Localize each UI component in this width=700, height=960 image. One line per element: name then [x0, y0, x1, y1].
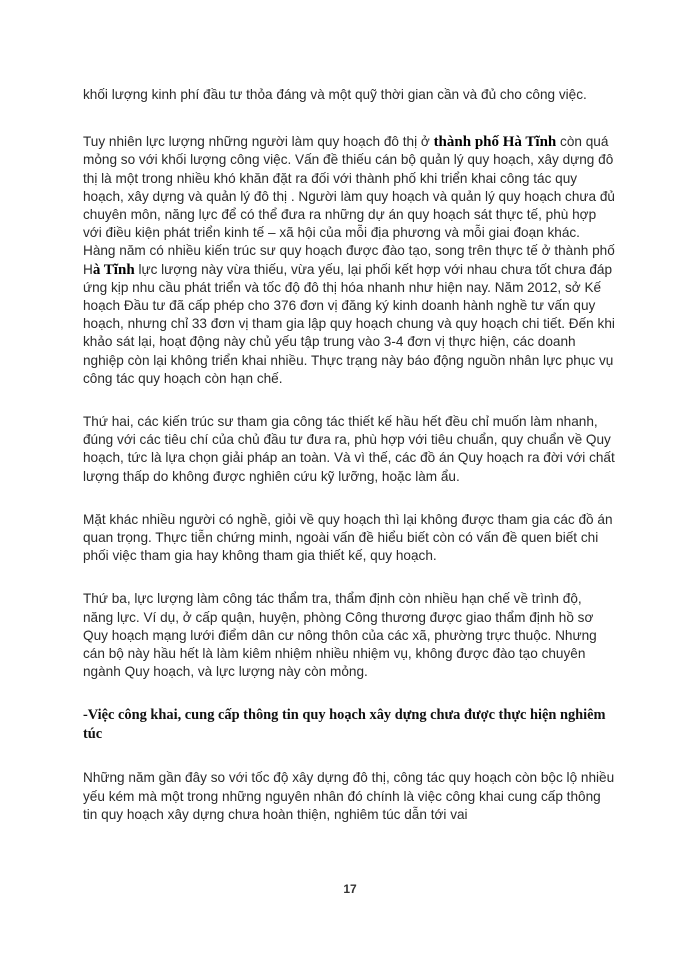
section-heading: -Việc công khai, cung cấp thông tin quy hoạch xây dựng chưa được thực hiện nghiêm túc	[83, 707, 606, 743]
page-body	[83, 86, 615, 849]
page-number: 17	[343, 882, 357, 896]
paragraph-disclosure: Những năm gần đây so với tốc độ xây dựng đô thị, công tác quy hoạch còn bộc lộ nhiều yếu kém mà một trong những nguyên nhân đó chính là việc công khai cung cấp thông tin quy hoạch xây dựng chưa hoàn thiện, nghiêm túc dẫn tới vai	[83, 770, 615, 822]
city-name-fragment: à Tĩnh	[92, 261, 135, 278]
paragraph-third-point: Thứ ba, lực lượng làm công tác thẩm tra, thẩm định còn nhiều hạn chế về trình độ, năng lực. Ví dụ, ở cấp quận, huyện, phòng Công thương được giao thẩm định hồ sơ Quy hoạch mạng lưới điểm dân cư nông thôn của các xã, phường trực thuộc. Nhưng cán bộ này hầu hết là làm kiêm nhiệm nhiều nhiệm vụ, không được đào tạo chuyên ngành Quy hoạch, và lực lượng này còn mỏng.	[83, 591, 597, 680]
paragraph-text: lực lượng này vừa thiếu, vừa yếu, lại phối kết hợp với nhau chưa tốt chưa đáp ứng kịp nhu cầu phát triển và tốc độ đô thị hóa nhanh như hiện nay. Năm 2012, sở Kế hoạch Đầu tư đã cấp phép cho 376 đơn vị đăng ký kinh doanh hành nghề tư vấn quy hoạch, nhưng chỉ 33 đơn vị tham gia lập quy hoạch chung và quy hoạch chi tiết. Đến khi khảo sát lại, hoạt động này chủ yếu tập trung vào 3-4 đơn vị thực hiện, các doanh nghiệp còn lại không triển khai nhiều. Thực trạng này báo động nguồn nhân lực phục vụ công tác quy hoạch còn hạn chế.	[83, 261, 615, 386]
city-name: thành phố Hà Tĩnh	[433, 134, 557, 151]
paragraph-second-point: Thứ hai, các kiến trúc sư tham gia công tác thiết kế hầu hết đều chỉ muốn làm nhanh, đúng với các tiêu chí của chủ đầu tư đưa ra, phù hợp với tiêu chuẩn, quy chuẩn về Quy hoạch, tức là lựa chọn giải pháp an toàn. Và vì thế, các đồ án Quy hoạch ra đời với chất lượng thấp do không được nghiên cứu kỹ lưỡng, hoặc làm ẩu.	[83, 414, 615, 484]
paragraph-text: Tuy nhiên lực lượng những người làm quy hoạch đô thị ở	[83, 134, 434, 150]
paragraph-continuation: khối lượng kinh phí đầu tư thỏa đáng và một quỹ thời gian cần và đủ cho công việc.	[83, 87, 587, 102]
paragraph-other-side: Mặt khác nhiều người có nghề, giỏi về quy hoạch thì lại không được tham gia các đồ án quan trọng. Thực tiễn chứng minh, ngoài vấn đề hiểu biết còn có vấn đề quen biết chi phối việc tham gia hay không tham gia thiết kế, quy hoạch.	[83, 511, 613, 564]
paragraph-workforce	[83, 133, 615, 388]
paragraph-text: còn quá mỏng so với khối lượng công việc. Vấn đề thiếu cán bộ quản lý quy hoạch, xây dựng đô thị là một trong nhiều khó khăn đặt ra đối với thành phố khi triển khai công tác quy hoạch, xây dựng và quản lý đô thị . Người làm quy hoạch và quản lý quy hoạch chưa đủ chuyên môn, năng lực để có thể đưa ra những dự án quy hoạch sát thực tế, phù hợp với điều kiện phát triển kinh tế – xã hội của mỗi địa phương và mỗi giai đoạn khác. Hàng năm có nhiều kiến trúc sư quy hoạch được đào tạo, song trên thực tế ở thành phố H	[83, 134, 615, 277]
